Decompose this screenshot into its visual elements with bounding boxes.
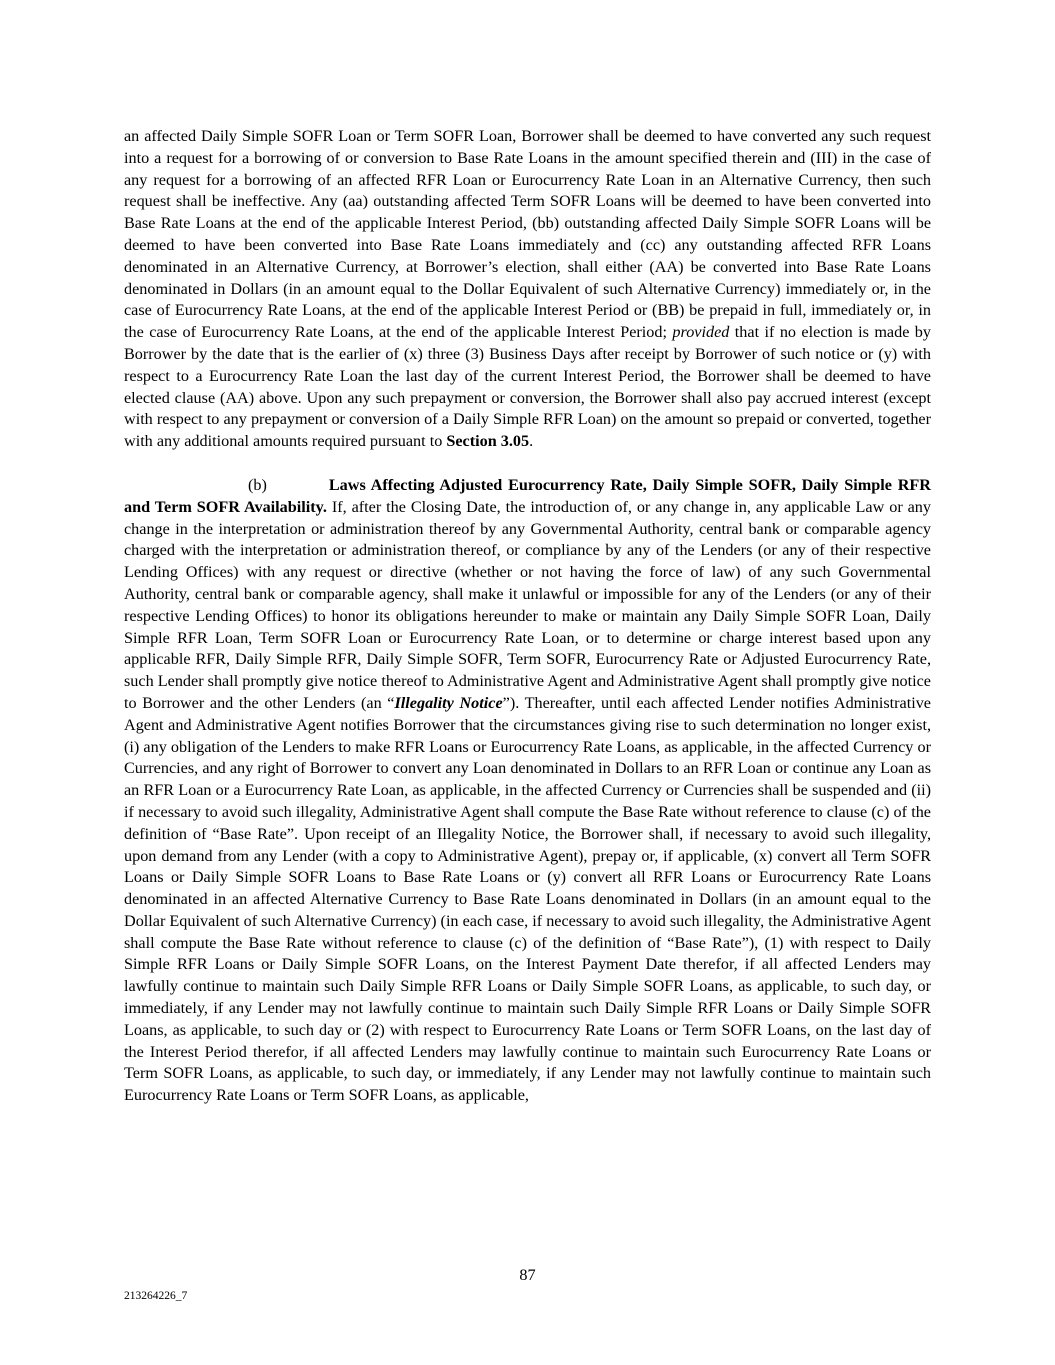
para1-end: . bbox=[529, 432, 534, 451]
paragraph-b bbox=[124, 475, 931, 1107]
paragraph-continuation bbox=[124, 126, 931, 453]
section-reference: Section 3.05 bbox=[446, 432, 530, 451]
provided-term: provided bbox=[672, 323, 730, 342]
page-number: 87 bbox=[519, 1266, 536, 1284]
para1-text-b: that if no election is made by Borrower by the date that is the earlier of (x) three (3) Business Days after receipt by Borrower of such notice or (y) with respect to a Eurocurrency Rate Loan the last day of the current Interest Period, the Borrower shall be deemed to have elected clause (AA) above. Upon any such prepayment or conversion, the Borrower shall also pay accrued interest (except with respect to any prepayment or conversion of a Daily Simple RFR Loan) on the amount so prepaid or converted, together with any additional amounts required pursuant to bbox=[124, 323, 931, 451]
clause-heading: Laws Affecting Adjusted Eurocurrency Rate, Daily Simple SOFR, Daily Simple RFR and Term SOFR Availability. bbox=[124, 475, 931, 516]
para2-text-a: If, after the Closing Date, the introduction of, or any change in, any applicable Law or any change in the interpretation or administration thereof by any Governmental Authority, central bank or comparable agency charged with the interpretation or administration thereof, or compliance by any of the Lenders (or any of their respective Lending Offices) with any request or directive (whether or not having the force of law) of any such Governmental Authority, central bank or comparable agency, shall make it unlawful or impossible for any of the Lenders (or any of their respective Lending Offices) to honor its obligations hereunder to make or maintain any Daily Simple SOFR Loan, Daily Simple RFR Loan, Term SOFR Loan or Eurocurrency Rate Loan, or to determine or charge interest based upon any applicable RFR, Daily Simple RFR, Daily Simple SOFR, Term SOFR, Eurocurrency Rate or Adjusted Eurocurrency Rate, such Lender shall promptly give notice thereof to Administrative Agent and Administrative Agent shall promptly give notice to Borrower and the other Lenders (an “ bbox=[124, 497, 931, 712]
document-id: 213264226_7 bbox=[124, 1290, 188, 1302]
para2-text-b: ”). Thereafter, until each affected Lender notifies Administrative Agent and Administrative Agent notifies Borrower that the circumstances giving rise to such determination no longer exist, (i) any obligation of the Lenders to make RFR Loans or Eurocurrency Rate Loans, as applicable, in the affected Currency or Currencies, and any right of Borrower to convert any Loan denominated in Dollars to an RFR Loan or continue any Loan as an RFR Loan or a Eurocurrency Rate Loan, as applicable, in the affected Currency or Currencies shall be suspended and (ii) if necessary to avoid such illegality, Administrative Agent shall compute the Base Rate without reference to clause (c) of the definition of “Base Rate”. Upon receipt of an Illegality Notice, the Borrower shall, if necessary to avoid such illegality, upon demand from any Lender (with a copy to Administrative Agent), prepay or, if applicable, (x) convert all Term SOFR Loans or Daily Simple SOFR Loans to Base Rate Loans or (y) convert all RFR Loans or Eurocurrency Rate Loans denominated in an affected Alternative Currency to Base Rate Loans denominated in Dollars (in an amount equal to the Dollar Equivalent of such Alternative Currency) (in each case, if necessary to avoid such illegality, the Administrative Agent shall compute the Base Rate without reference to clause (c) of the definition of “Base Rate”), (1) with respect to Daily Simple RFR Loans or Daily Simple SOFR Loans, on the Interest Payment Date therefor, if all affected Lenders may lawfully continue to maintain such Daily Simple RFR Loans or Daily Simple SOFR Loans, as applicable, to such day, or immediately, if any Lender may not lawfully continue to maintain such Daily Simple RFR Loans or Daily Simple SOFR Loans, as applicable, to such day or (2) with respect to Eurocurrency Rate Loans or Term SOFR Loans, on the last day of the Interest Period therefor, if all affected Lenders may lawfully continue to maintain such Eurocurrency Rate Loans or Term SOFR Loans, as applicable, to such day, or immediately, if any Lender may not lawfully continue to maintain such Eurocurrency Rate Loans or Term SOFR Loans, as applicable, bbox=[124, 693, 931, 1105]
clause-label: (b) bbox=[248, 475, 267, 494]
body-text bbox=[124, 126, 931, 1107]
para1-text-a: an affected Daily Simple SOFR Loan or Term SOFR Loan, Borrower shall be deemed to have converted any such request into a request for a borrowing of or conversion to Base Rate Loans in the amount specified therein and (III) in the case of any request for a borrowing of an affected RFR Loan or Eurocurrency Rate Loan in an Alternative Currency, then such request shall be ineffective. Any (aa) outstanding affected Term SOFR Loans will be deemed to have been converted into Base Rate Loans at the end of the applicable Interest Period, (bb) outstanding affected Daily Simple SOFR Loans will be deemed to have been converted into Base Rate Loans immediately and (cc) any outstanding affected RFR Loans denominated in an Alternative Currency, at Borrower’s election, shall either (AA) be converted into Base Rate Loans denominated in Dollars (in an amount equal to the Dollar Equivalent of such Alternative Currency) immediately or, in the case of Eurocurrency Rate Loans, at the end of the applicable Interest Period or (BB) be prepaid in full, immediately or, in the case of Eurocurrency Rate Loans, at the end of the applicable Interest Period; bbox=[124, 127, 931, 342]
defined-term-illegality-notice: Illegality Notice bbox=[394, 693, 503, 712]
